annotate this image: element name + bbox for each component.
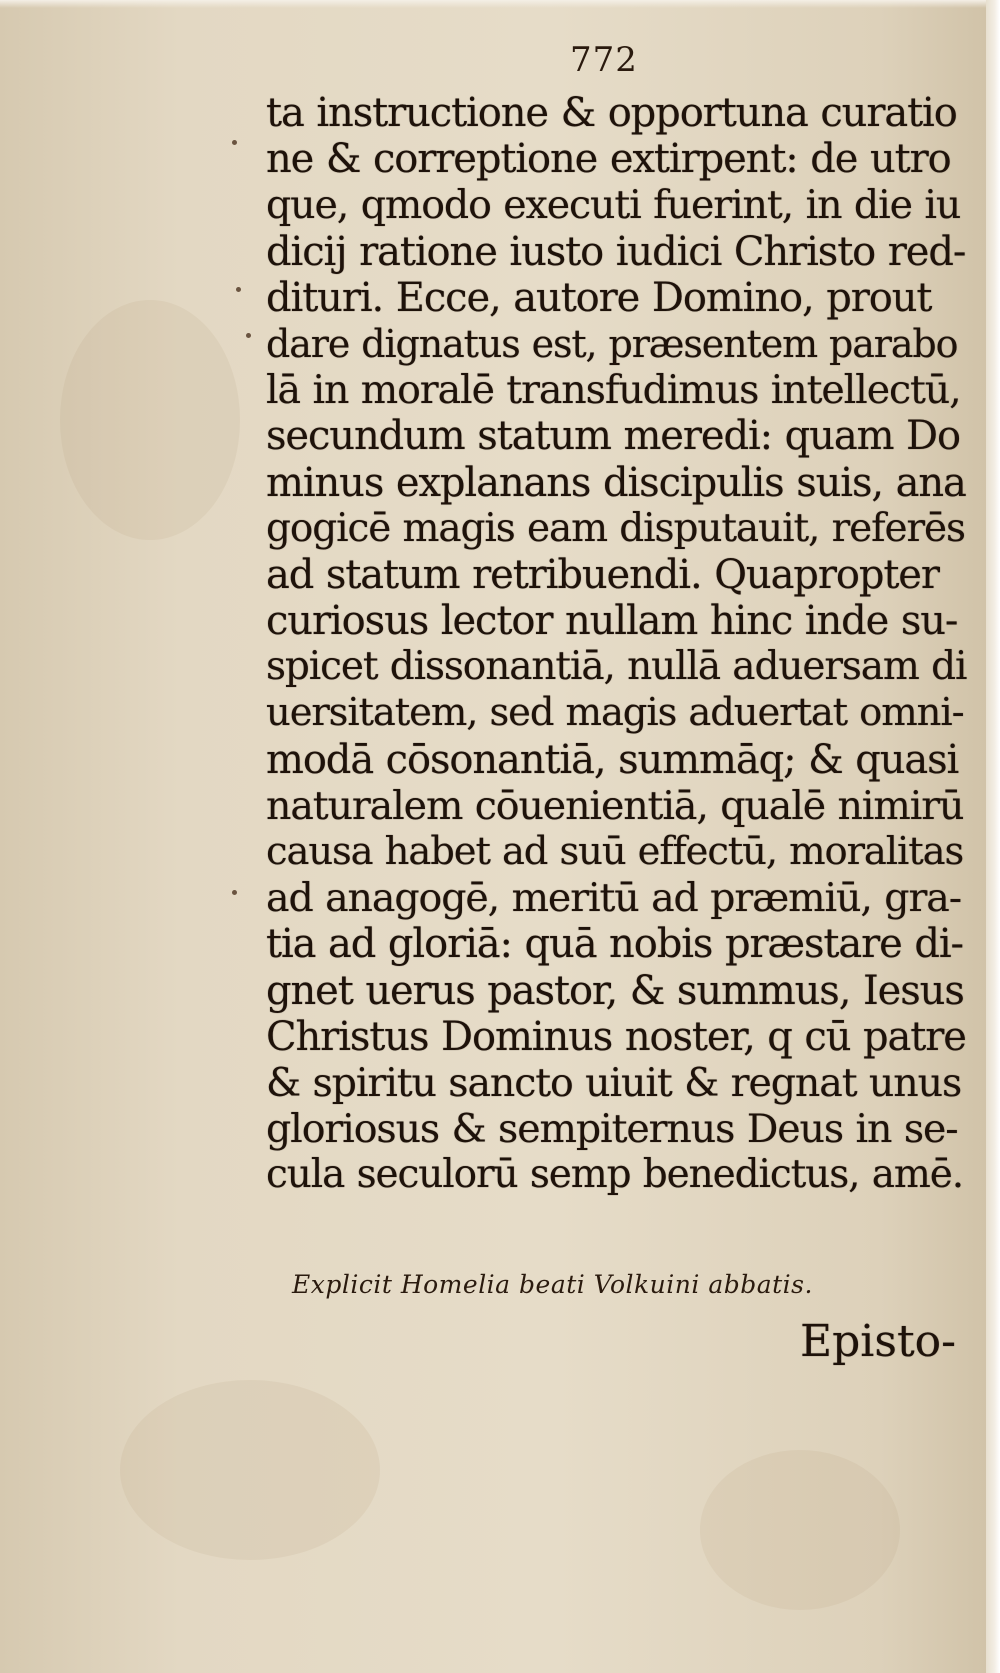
text-line: lā in moralē transfudimus intellectū, [266, 367, 961, 414]
text-line: ne & correptione extirpent: de utro [266, 136, 951, 183]
text-line: gogicē magis eam disputauit, referēs [266, 505, 965, 551]
margin-mark [232, 140, 237, 145]
text-line: gnet uerus pastor, & summus, Iesus [266, 967, 964, 1014]
text-line: causa habet ad suū effectū, moralitas [266, 829, 964, 874]
text-line: que, qmodo executi fuerint, in die iu [266, 182, 961, 229]
text-line: secundum statum meredi: quam Do [266, 413, 960, 460]
text-line: Christus Dominus noster, q cū patre [266, 1013, 966, 1060]
page-number: 772 [570, 40, 638, 80]
text-line: minus explanans discipulis suis, ana [266, 459, 966, 506]
paper-stain [60, 300, 240, 540]
text-line: tia ad gloriā: quā nobis præstare di- [266, 921, 963, 968]
text-line: ad statum retribuendi. Quapropter [266, 551, 939, 598]
text-line: uersitatem, sed magis aduertat omni- [266, 690, 964, 736]
paper-stain [120, 1380, 380, 1560]
text-line: cula seculorū semp benedictus, amē. [266, 1152, 964, 1198]
text-line: spicet dissonantiā, nullā aduersam di [266, 644, 967, 690]
page-right-edge [986, 0, 1000, 1673]
text-line: curiosus lector nullam hinc inde su- [266, 598, 958, 645]
colophon: Explicit Homelia beati Volkuini abbatis. [292, 1270, 813, 1299]
catchword: Episto- [800, 1316, 956, 1367]
text-line: naturalem cōuenientiā, qualē nimirū [266, 782, 964, 829]
text-line: gloriosus & sempiternus Deus in se- [266, 1106, 958, 1153]
paper-stain [700, 1450, 900, 1610]
text-line: & spiritu sancto uiuit & regnat unus [266, 1059, 962, 1106]
main-text [266, 90, 966, 1199]
text-line: ad anagogē, meritū ad præmiū, gra- [266, 875, 961, 922]
margin-mark [236, 287, 241, 292]
margin-mark [246, 333, 251, 338]
margin-mark [232, 890, 237, 895]
text-line: dituri. Ecce, autore Domino, prout [266, 274, 932, 321]
text-line: ta instructione & opportuna curatio [266, 90, 957, 136]
text-line: dicij ratione iusto iudici Christo red- [266, 228, 966, 275]
page-top-edge [0, 0, 1000, 8]
text-line: dare dignatus est, præsentem parabo [266, 321, 958, 366]
text-line: modā cōsonantiā, summāq; & quasi [266, 736, 959, 783]
